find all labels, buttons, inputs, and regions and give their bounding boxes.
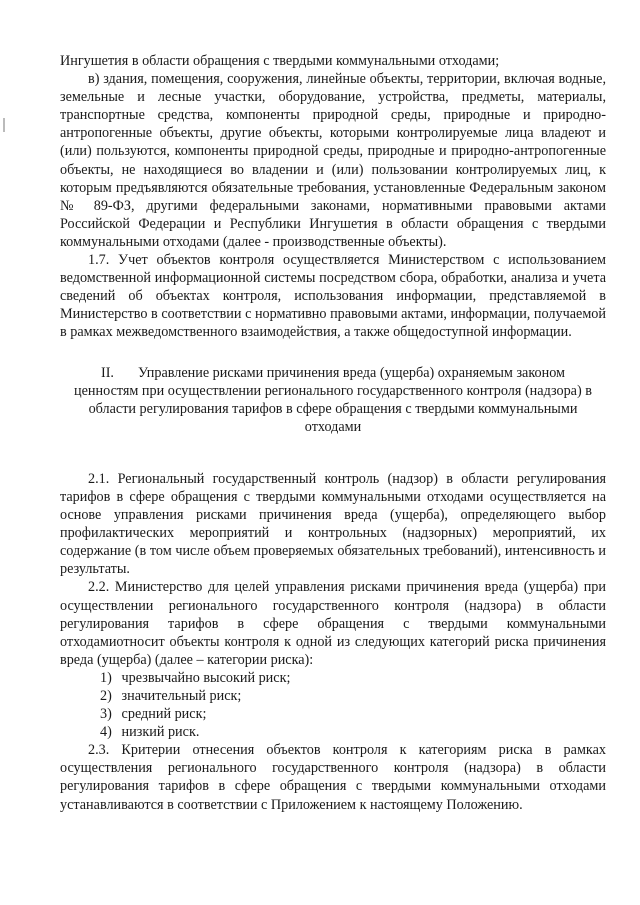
list-item-number: 1)	[100, 669, 112, 686]
list-item-text: средний риск;	[121, 706, 207, 723]
list-item-number: 2)	[100, 688, 112, 704]
risk-category-list	[60, 669, 606, 741]
list-item-text: чрезвычайно высокий риск;	[121, 669, 291, 686]
list-item-text: низкий риск.	[121, 724, 200, 741]
paragraph-2-3: 2.3. Критерии отнесения объектов контроля к категориям риска в рамках осуществления регионального государственного контроля (надзора) в области регулирования тарифов в сфере обращения с твердыми коммунальными отходами устанавливаются в соответствии с Приложением к настоящему Положению.	[60, 742, 606, 813]
paragraph-1-7: 1.7. Учет объектов контроля осуществляется Министерством с использованием ведомственной информационной системы посредством сбора, обработки, анализа и учета сведений об объектах контроля, использования информации, представляемой в Министерство в соответствии с нормативно правовыми актами, информации, получаемой в рамках межведомственного взаимодействия, а также общедоступной информации.	[60, 252, 606, 341]
paragraph-2-2: 2.2. Министерство для целей управления рисками причинения вреда (ущерба) при осуществлении регионального государственного контроля (надзора) в области регулирования тарифов в сфере обращения с твердыми коммунальными отходамиотносит объекты контроля к одной из следующих категорий риска причинения вреда (ущерба) (далее – категории риска):	[60, 579, 606, 668]
section-number: II.	[100, 364, 114, 381]
paragraph-item-v: в) здания, помещения, сооружения, линейные объекты, территории, включая водные, земельные и лесные участки, оборудование, устройства, предметы, материалы, транспортные средства, компоненты природной среды, природные и природно-антропогенные объекты, другие объекты, которыми контролируемые лица владеют и (или) пользуются, компоненты природной среды, природные и природно-антропогенные объекты, не находящиеся во владении и (или) пользовании контролируемых лиц, к которым предъявляются обязательные требования, установленные Федеральным законом № 89-ФЗ, другими федеральными законами, нормативными правовыми актами Российской Федерации и Республики Ингушетия в области обращения с твердыми коммунальными отходами (далее - производственные объекты).	[60, 71, 606, 250]
list-item	[60, 669, 606, 687]
list-item	[60, 705, 606, 723]
list-item	[60, 687, 606, 705]
list-item-number: 3)	[100, 706, 112, 723]
list-item	[60, 723, 606, 741]
list-item-number: 4)	[100, 724, 112, 741]
section-title: Управление рисками причинения вреда (ущерба) охраняемым законом ценностям при осуществлении регионального государственного контроля (надзора) в области регулирования тарифов в сфере обращения с твердыми коммунальными отходами	[74, 364, 592, 435]
paragraph-2-1: 2.1. Региональный государственный контроль (надзор) в области регулирования тарифов в сфере обращения с твердыми коммунальными отходами осуществляется на основе управления рисками причинения вреда (ущерба), определяющего выбор профилактических мероприятий и контрольных (надзорных) мероприятий, их содержание (в том числе объем проверяемых обязательных требований), интенсивность и результаты.	[60, 470, 606, 578]
paragraph-continuation: Ингушетия в области обращения с твердыми коммунальными отходами;	[60, 53, 500, 69]
section-heading	[70, 364, 596, 436]
list-item-text: значительный риск;	[121, 688, 242, 704]
margin-mark	[3, 118, 5, 132]
